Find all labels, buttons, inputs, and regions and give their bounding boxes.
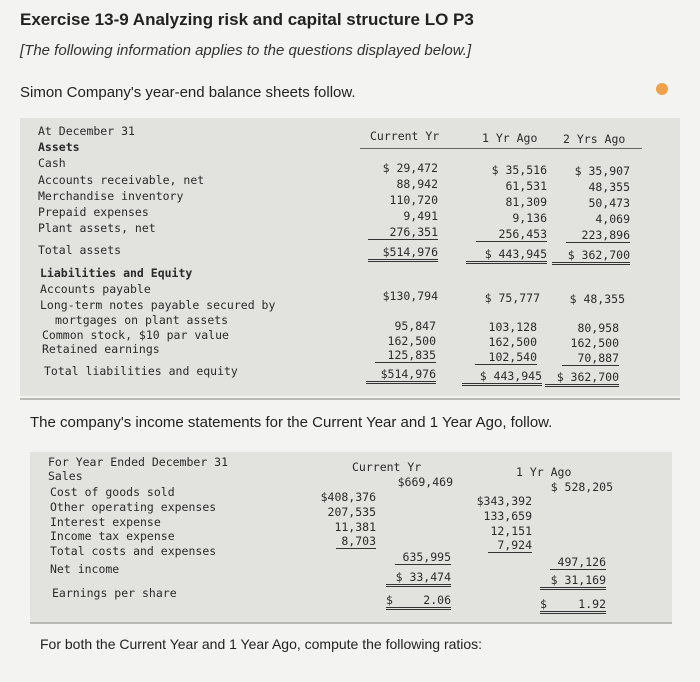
total-assets-1yr: $ 443,945 [466, 247, 547, 264]
row-label-plant-assets: Plant assets, net [38, 221, 156, 235]
liabilities-heading: Liabilities and Equity [40, 266, 193, 280]
eps-1yr-cell [540, 597, 606, 614]
cash-1yr: $ 35,516 [491, 163, 547, 177]
is-col-1yr: 1 Yr Ago [516, 465, 572, 479]
plant-current: 276,351 [368, 225, 438, 240]
sales-1yr: $ 528,205 [550, 480, 613, 494]
notes-2yr: 80,958 [577, 321, 619, 335]
sales-current: $669,469 [397, 475, 453, 489]
receivables-1yr: 61,531 [505, 179, 547, 193]
interest-current: 11,381 [334, 520, 376, 534]
other-opex-current: 207,535 [327, 505, 376, 519]
row-label-sales: Sales [48, 469, 83, 483]
row-label-total-costs: Total costs and expenses [50, 544, 217, 558]
cogs-1yr: $343,392 [476, 494, 532, 508]
payable-1yr: $ 75,777 [484, 291, 540, 305]
bs-col-2yr: 2 Yrs Ago [563, 132, 626, 146]
eps-current-sign: $ [386, 593, 393, 607]
cash-current: $ 29,472 [382, 161, 438, 175]
total-costs-current: 635,995 [395, 550, 451, 565]
tax-1yr: 7,924 [488, 538, 532, 553]
common-stock-1yr: 162,500 [488, 335, 537, 349]
row-label-interest: Interest expense [50, 515, 161, 529]
exercise-title: Exercise 13-9 Analyzing risk and capital structure LO P3 [20, 10, 474, 29]
prepaid-current: 9,491 [403, 209, 438, 223]
notes-1yr: 103,128 [488, 320, 537, 334]
row-label-cash: Cash [38, 156, 66, 170]
income-statement-caption: The company's income statements for the Current Year and 1 Year Ago, follow. [30, 414, 553, 431]
receivables-2yr: 48,355 [588, 180, 630, 194]
prepaid-1yr: 9,136 [512, 211, 547, 225]
prepaid-2yr: 4,069 [595, 212, 630, 226]
row-label-inventory: Merchandise inventory [38, 189, 184, 203]
total-le-current: $514,976 [366, 367, 436, 384]
payable-current: $130,794 [382, 289, 438, 303]
interest-1yr: 12,151 [490, 524, 532, 538]
plant-1yr: 256,453 [476, 227, 547, 242]
row-label-other-opex: Other operating expenses [50, 500, 217, 514]
bs-col-1yr: 1 Yr Ago [482, 131, 538, 145]
row-label-retained-earnings: Retained earnings [42, 342, 160, 356]
cogs-current: $408,376 [320, 490, 376, 504]
other-opex-1yr: 133,659 [483, 509, 532, 523]
eps-current-cell [386, 593, 451, 610]
notes-current: 95,847 [394, 319, 436, 333]
row-label-notes-payable-2: mortgages on plant assets [55, 313, 229, 327]
intro-text: Simon Company's year-end balance sheets follow. [20, 84, 356, 101]
total-assets-current: $514,976 [368, 245, 438, 262]
common-stock-2yr: 162,500 [570, 336, 619, 350]
row-label-notes-payable: Long-term notes payable secured by [40, 298, 276, 312]
tax-current: 8,703 [336, 534, 376, 549]
is-col-label: For Year Ended December 31 [48, 455, 229, 469]
receivables-current: 88,942 [396, 177, 438, 191]
bs-header-rule [360, 148, 642, 149]
row-label-tax: Income tax expense [50, 529, 175, 543]
bs-col-current: Current Yr [370, 129, 440, 143]
row-label-eps: Earnings per share [52, 586, 177, 600]
assets-heading: Assets [38, 140, 80, 154]
inventory-1yr: 81,309 [505, 195, 547, 209]
eps-current: 2.06 [423, 593, 451, 607]
eps-1yr-sign: $ [540, 597, 547, 611]
payable-2yr: $ 48,355 [569, 292, 625, 306]
net-income-1yr: $ 31,169 [540, 573, 606, 590]
bs-col-label: At December 31 [38, 124, 135, 138]
inventory-current: 110,720 [389, 193, 438, 207]
row-label-common-stock: Common stock, $10 par value [42, 328, 229, 342]
row-label-total-le: Total liabilities and equity [44, 364, 238, 378]
row-label-total-assets: Total assets [38, 243, 122, 257]
status-dot-icon [656, 83, 668, 95]
total-le-1yr: $ 443,945 [462, 369, 542, 386]
row-label-accounts-payable: Accounts payable [40, 282, 151, 296]
common-stock-current: 162,500 [387, 334, 436, 348]
total-le-2yr: $ 362,700 [545, 370, 619, 387]
retained-current: 125,835 [375, 348, 436, 363]
retained-2yr: 70,887 [562, 351, 619, 366]
total-costs-1yr: 497,126 [550, 555, 606, 570]
net-income-current: $ 33,474 [386, 570, 451, 587]
eps-1yr: 1.92 [578, 597, 606, 611]
table-divider [30, 622, 672, 624]
table-divider [20, 398, 680, 400]
is-col-current: Current Yr [352, 460, 422, 474]
retained-1yr: 102,540 [475, 350, 537, 365]
row-label-receivables: Accounts receivable, net [38, 173, 205, 187]
plant-2yr: 223,896 [566, 228, 630, 243]
cash-2yr: $ 35,907 [574, 164, 630, 178]
ratios-prompt: For both the Current Year and 1 Year Ago, compute the following ratios: [40, 636, 483, 652]
row-label-cogs: Cost of goods sold [50, 485, 175, 499]
instructions-note: [The following information applies to the questions displayed below.] [20, 42, 472, 59]
row-label-prepaid: Prepaid expenses [38, 205, 149, 219]
inventory-2yr: 50,473 [588, 196, 630, 210]
row-label-net-income: Net income [50, 562, 120, 576]
total-assets-2yr: $ 362,700 [552, 248, 630, 265]
